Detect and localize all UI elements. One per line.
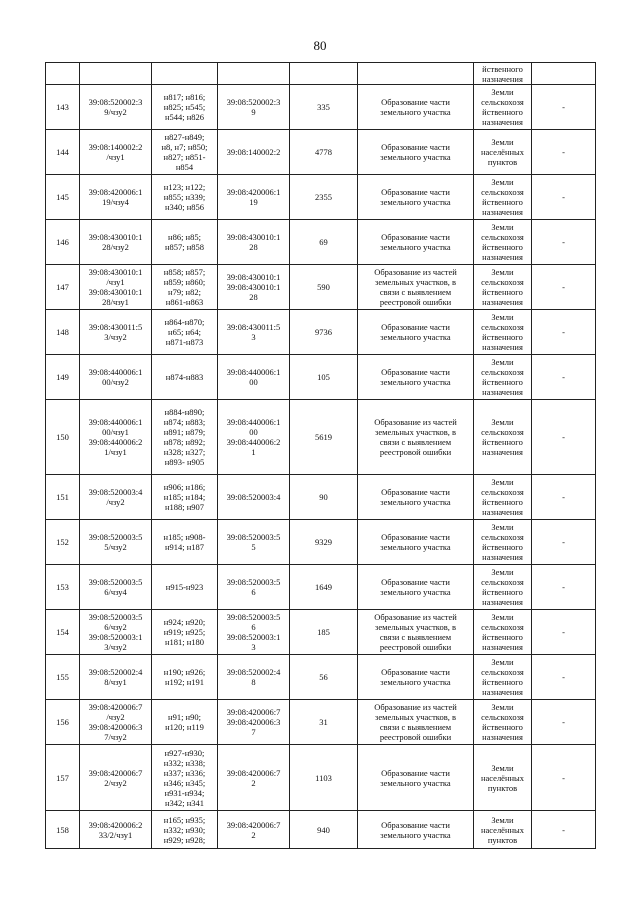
cadastral-number-cell: 39:08:140002:2 <box>218 130 290 175</box>
action-cell: Образование части земельного участка <box>358 310 474 355</box>
land-category-cell: Земли сельскохозя йственного назначения <box>474 355 532 400</box>
note-cell: - <box>532 655 596 700</box>
point-numbers-cell: н864-н870; н65; н64; н871-н873 <box>152 310 218 355</box>
area-cell: 940 <box>290 811 358 849</box>
point-numbers-cell: н91; н90; н120; н119 <box>152 700 218 745</box>
cadastral-number-cell: 39:08:520002:4 8 <box>218 655 290 700</box>
row-number-cell: 155 <box>46 655 80 700</box>
row-number-cell: 145 <box>46 175 80 220</box>
row-number-cell: 156 <box>46 700 80 745</box>
area-cell: 5619 <box>290 400 358 475</box>
land-category-cell: Земли сельскохозя йственного назначения <box>474 265 532 310</box>
part-id-cell: 39:08:420006:1 19/чзу4 <box>80 175 152 220</box>
row-number-cell: 157 <box>46 745 80 811</box>
action-cell: Образование части земельного участка <box>358 565 474 610</box>
area-cell: 105 <box>290 355 358 400</box>
table-row <box>46 565 596 610</box>
note-cell: - <box>532 565 596 610</box>
cadastral-number-cell: 39:08:520003:5 5 <box>218 520 290 565</box>
land-category-cell: Земли сельскохозя йственного назначения <box>474 400 532 475</box>
area-cell: 69 <box>290 220 358 265</box>
point-numbers-cell: н906; н186; н185; н184; н188; н907 <box>152 475 218 520</box>
row-number-cell: 149 <box>46 355 80 400</box>
point-numbers-cell: н123; н122; н855; н339; н340; н856 <box>152 175 218 220</box>
note-cell: - <box>532 130 596 175</box>
table-row <box>46 310 596 355</box>
area-cell: 31 <box>290 700 358 745</box>
action-cell: Образование части земельного участка <box>358 475 474 520</box>
note-cell: - <box>532 520 596 565</box>
note-cell: - <box>532 811 596 849</box>
cadastral-number-cell: 39:08:440006:1 00 39:08:440006:2 1 <box>218 400 290 475</box>
cadastral-number-cell: 39:08:520002:3 9 <box>218 85 290 130</box>
point-numbers-cell: н165; н935; н332; н930; н929; н928; <box>152 811 218 849</box>
cadastral-number-cell: 39:08:440006:1 00 <box>218 355 290 400</box>
row-number-cell: 158 <box>46 811 80 849</box>
part-id-cell: 39:08:520003:5 6/чзу2 39:08:520003:1 3/чзу2 <box>80 610 152 655</box>
point-numbers-cell: н827-н849; н8, н7; н850; н827; н851- н854 <box>152 130 218 175</box>
action-cell: Образование части земельного участка <box>358 85 474 130</box>
note-cell: - <box>532 610 596 655</box>
table-row <box>46 811 596 849</box>
point-numbers-cell: н858; н857; н859; н860; н79; н82; н861-н863 <box>152 265 218 310</box>
area-cell: 9736 <box>290 310 358 355</box>
table-row <box>46 475 596 520</box>
cadastral-number-cell: 39:08:420006:7 2 <box>218 811 290 849</box>
page-number: 80 <box>313 38 327 53</box>
land-category-cell: Земли сельскохозя йственного назначения <box>474 85 532 130</box>
land-category-cell: Земли сельскохозя йственного назначения <box>474 175 532 220</box>
part-id-cell: 39:08:520002:3 9/чзу2 <box>80 85 152 130</box>
note-cell: - <box>532 265 596 310</box>
action-cell: Образование части земельного участка <box>358 655 474 700</box>
land-category-cell: Земли населённых пунктов <box>474 811 532 849</box>
note-cell: - <box>532 85 596 130</box>
part-id-cell: 39:08:420006:2 33/2/чзу1 <box>80 811 152 849</box>
part-id-cell: 39:08:420006:7 /чзу2 39:08:420006:3 7/чзу2 <box>80 700 152 745</box>
cadastral-number-cell: 39:08:520003:5 6 39:08:520003:1 3 <box>218 610 290 655</box>
table-row <box>46 700 596 745</box>
table-row <box>46 520 596 565</box>
note-cell: - <box>532 310 596 355</box>
point-numbers-cell: н86; н85; н857; н858 <box>152 220 218 265</box>
cadastral-number-cell: 39:08:420006:7 39:08:420006:3 7 <box>218 700 290 745</box>
part-id-cell: 39:08:420006:7 2/чзу2 <box>80 745 152 811</box>
point-numbers-cell: н874-н883 <box>152 355 218 400</box>
action-cell: Образование из частей земельных участков, в связи с выявлением реестровой ошибки <box>358 265 474 310</box>
row-number-cell: 143 <box>46 85 80 130</box>
note-cell: - <box>532 175 596 220</box>
table-row <box>46 130 596 175</box>
point-numbers-cell: н915-н923 <box>152 565 218 610</box>
area-cell: 1649 <box>290 565 358 610</box>
cadastral-number-cell: 39:08:520003:4 <box>218 475 290 520</box>
action-cell: Образование части земельного участка <box>358 745 474 811</box>
row-number-cell: 147 <box>46 265 80 310</box>
table-row <box>46 355 596 400</box>
table-row <box>46 175 596 220</box>
table-row-continued <box>46 63 596 85</box>
area-cell: 4778 <box>290 130 358 175</box>
action-cell: Образование из частей земельных участков, в связи с выявлением реестровой ошибки <box>358 400 474 475</box>
area-cell: 56 <box>290 655 358 700</box>
action-cell: Образование из частей земельных участков, в связи с выявлением реестровой ошибки <box>358 700 474 745</box>
cadastral-number-cell: 39:08:520003:5 6 <box>218 565 290 610</box>
area-cell: 1103 <box>290 745 358 811</box>
cadastral-number-cell: 39:08:420006:1 19 <box>218 175 290 220</box>
area-cell: 9329 <box>290 520 358 565</box>
row-number-cell: 151 <box>46 475 80 520</box>
land-category-cell: Земли сельскохозя йственного назначения <box>474 220 532 265</box>
land-parcels-table <box>45 62 596 849</box>
area-cell: 590 <box>290 265 358 310</box>
table-row <box>46 265 596 310</box>
point-numbers-cell: н190; н926; н192; н191 <box>152 655 218 700</box>
part-id-cell: 39:08:430011:5 3/чзу2 <box>80 310 152 355</box>
point-numbers-cell: н927-н930; н332; н338; н337; н336; н346; н345; н931-н934; н342; н341 <box>152 745 218 811</box>
point-numbers-cell: н924; н920; н919; н925; н181; н180 <box>152 610 218 655</box>
part-id-cell: 39:08:440006:1 00/чзу1 39:08:440006:2 1/чзу1 <box>80 400 152 475</box>
part-id-cell: 39:08:430010:1 28/чзу2 <box>80 220 152 265</box>
part-id-cell: 39:08:520003:4 /чзу2 <box>80 475 152 520</box>
table-row <box>46 400 596 475</box>
land-category-cell: Земли сельскохозя йственного назначения <box>474 655 532 700</box>
land-category-cell: йственного назначения <box>474 63 532 85</box>
land-category-cell: Земли населённых пунктов <box>474 745 532 811</box>
row-number-cell: 146 <box>46 220 80 265</box>
area-cell: 90 <box>290 475 358 520</box>
note-cell: - <box>532 700 596 745</box>
area-cell: 2355 <box>290 175 358 220</box>
table-row <box>46 220 596 265</box>
action-cell: Образование из частей земельных участков, в связи с выявлением реестровой ошибки <box>358 610 474 655</box>
action-cell: Образование части земельного участка <box>358 175 474 220</box>
part-id-cell: 39:08:520002:4 8/чзу1 <box>80 655 152 700</box>
point-numbers-cell: н817; н816; н825; н545; н544; н826 <box>152 85 218 130</box>
area-cell: 335 <box>290 85 358 130</box>
land-category-cell: Земли сельскохозя йственного назначения <box>474 700 532 745</box>
row-number-cell: 153 <box>46 565 80 610</box>
action-cell: Образование части земельного участка <box>358 355 474 400</box>
cadastral-number-cell: 39:08:430010:1 28 <box>218 220 290 265</box>
land-category-cell: Земли сельскохозя йственного назначения <box>474 610 532 655</box>
part-id-cell: 39:08:140002:2 /чзу1 <box>80 130 152 175</box>
land-category-cell: Земли сельскохозя йственного назначения <box>474 565 532 610</box>
table-row <box>46 610 596 655</box>
part-id-cell: 39:08:520003:5 5/чзу2 <box>80 520 152 565</box>
action-cell: Образование части земельного участка <box>358 220 474 265</box>
row-number-cell: 148 <box>46 310 80 355</box>
action-cell: Образование части земельного участка <box>358 520 474 565</box>
note-cell: - <box>532 355 596 400</box>
action-cell: Образование части земельного участка <box>358 811 474 849</box>
point-numbers-cell: н185; н908- н914; н187 <box>152 520 218 565</box>
part-id-cell: 39:08:430010:1 /чзу1 39:08:430010:1 28/чзу1 <box>80 265 152 310</box>
row-number-cell: 152 <box>46 520 80 565</box>
row-number-cell: 144 <box>46 130 80 175</box>
table-row <box>46 655 596 700</box>
cadastral-number-cell: 39:08:430011:5 3 <box>218 310 290 355</box>
row-number-cell: 150 <box>46 400 80 475</box>
land-category-cell: Земли населённых пунктов <box>474 130 532 175</box>
land-category-cell: Земли сельскохозя йственного назначения <box>474 520 532 565</box>
note-cell: - <box>532 400 596 475</box>
cadastral-number-cell: 39:08:420006:7 2 <box>218 745 290 811</box>
land-category-cell: Земли сельскохозя йственного назначения <box>474 310 532 355</box>
row-number-cell: 154 <box>46 610 80 655</box>
land-category-cell: Земли сельскохозя йственного назначения <box>474 475 532 520</box>
cadastral-number-cell: 39:08:430010:1 39:08:430010:1 28 <box>218 265 290 310</box>
area-cell: 185 <box>290 610 358 655</box>
point-numbers-cell: н884-н890; н874; н883; н891; н879; н878; н892; н328; н327; н893- н905 <box>152 400 218 475</box>
part-id-cell: 39:08:440006:1 00/чзу2 <box>80 355 152 400</box>
part-id-cell: 39:08:520003:5 6/чзу4 <box>80 565 152 610</box>
action-cell: Образование части земельного участка <box>358 130 474 175</box>
note-cell: - <box>532 220 596 265</box>
note-cell: - <box>532 475 596 520</box>
table-row <box>46 745 596 811</box>
table-row <box>46 85 596 130</box>
note-cell: - <box>532 745 596 811</box>
